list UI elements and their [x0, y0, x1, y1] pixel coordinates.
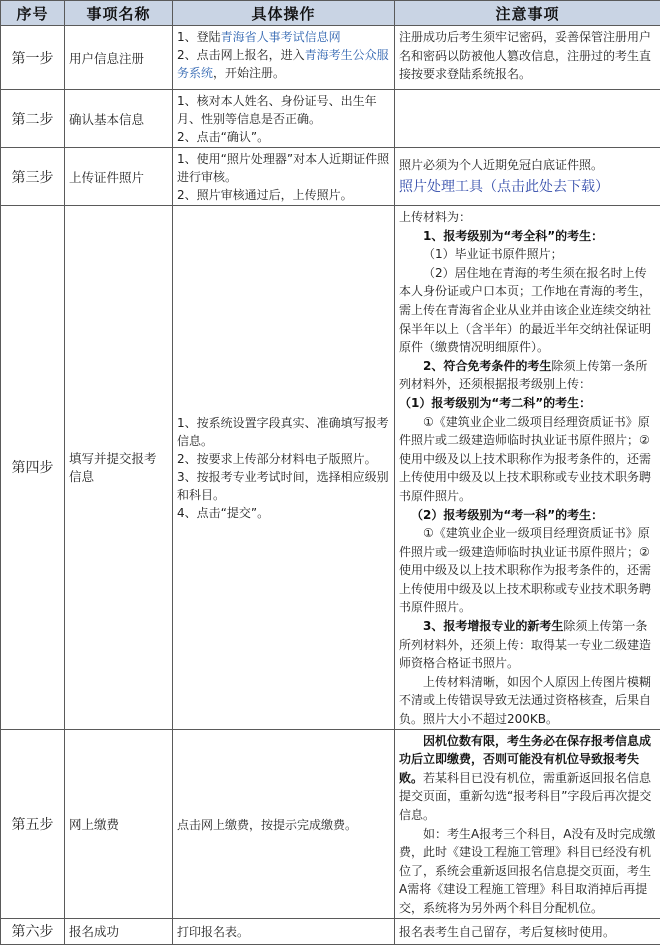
step-notes [395, 148, 660, 206]
step-name: 上传证件照片 [65, 148, 173, 206]
notes-paragraph [399, 617, 656, 673]
notes-example: 如：考生A报考三个科目，A没有及时完成缴费，此时《建设工程施工管理》科目已经没有机位了，系统会重新返回报名信息提交页面，考生A需将《建设工程施工管理》科目取消掉后再提交，系统将为另外两个科目分配机位。 [399, 825, 656, 918]
ops-line: 1、按系统设置字段真实、准确填写报考信息。 [177, 414, 390, 450]
step-notes: 报名表考生自己留存，考后复核时使用。 [395, 918, 660, 944]
notes-heading-text: 2、符合免考条件的考生 [423, 359, 551, 373]
step-name: 用户信息注册 [65, 26, 173, 90]
step-notes [395, 206, 660, 730]
ops-text: 2、点击网上报名，进入 [177, 48, 305, 62]
exam-info-site-link[interactable]: 青海省人事考试信息网 [221, 30, 341, 44]
step-notes: 注册成功后考生须牢记密码，妥善保管注册用户名和密码以防被他人篡改信息，注册过的考生直接按要求登陆系统报名。 [395, 26, 660, 90]
ops-line: 2、点击“确认”。 [177, 128, 390, 146]
notes-heading-text: （1）报考级别为“考二科”的考生： [399, 396, 591, 410]
step-ops [173, 90, 395, 148]
ops-text: 1、登陆 [177, 30, 221, 44]
table-row [1, 206, 660, 730]
notes-warning: 因机位数有限，考生务必在保存报考信息成功后立即缴费，否则可能没有机位导致报考失败。 [399, 734, 651, 785]
table-row [1, 918, 660, 944]
step-ops [173, 26, 395, 90]
notes-item: ①《建筑业企业二级项目经理资质证书》原件照片或二级建造师临时执业证书原件照片；②使用中级及以上技术职称作为报考条件的，还需上传使用中级及以上技术职称或专业技术职务聘书原件照片。 [399, 413, 656, 506]
photo-tool-download-link[interactable]: 照片处理工具（点击此处去下载） [399, 177, 656, 199]
ops-line: 点击网上缴费，按提示完成缴费。 [177, 816, 390, 834]
notes-text: 若某科目已没有机位，需重新返回报名信息提交页面，重新勾选“报考科目”字段后再次提交信息。 [399, 771, 651, 822]
ops-line: 2、按要求上传部分材料电子版照片。 [177, 450, 390, 468]
step-name: 填写并提交报考信息 [65, 206, 173, 730]
notes-intro: 上传材料为： [399, 208, 656, 227]
step-name: 网上缴费 [65, 729, 173, 918]
step-number: 第四步 [1, 206, 65, 730]
notes-heading-text: （2）报考级别为“考一科”的考生： [411, 508, 603, 522]
ops-line: 1、使用“照片处理器”对本人近期证件照进行审核。 [177, 150, 390, 186]
ops-line: 3、按报考专业考试时间，选择相应级别和科目。 [177, 468, 390, 504]
notes-heading [399, 227, 656, 246]
step-ops [173, 918, 395, 944]
ops-line: 2、照片审核通过后，上传照片。 [177, 186, 390, 204]
step-number: 第二步 [1, 90, 65, 148]
notes-heading-text: 3、报考增报专业的新考生 [423, 619, 563, 633]
step-number: 第五步 [1, 729, 65, 918]
candidate-service-system-link[interactable]: 青海考生公众服务系统 [177, 48, 389, 80]
table-row [1, 90, 660, 148]
notes-item: （2）居住地在青海的考生须在报名时上传本人身份证或户口本页；工作地在青海的考生，需上传在青海省企业从业并由该企业连续交纳社保半年以上（含半年）的最近半年交纳社保证明原件（缴费情况明细原件）。 [399, 264, 656, 357]
notes-item: ①《建筑业企业一级项目经理资质证书》原件照片或一级建造师临时执业证书原件照片；②使用中级及以上技术职称作为报考条件的，还需上传使用中级及以上技术职称或专业技术职务聘书原件照片。 [399, 524, 656, 617]
step-number: 第六步 [1, 918, 65, 944]
ops-line: 打印报名表。 [177, 923, 390, 941]
step-ops [173, 206, 395, 730]
notes-text: 除须上传第一条所列材料外，还须根据报考级别上传： [399, 359, 647, 392]
notes-subheading [399, 394, 656, 413]
notes-item: （1）毕业证书原件照片； [399, 245, 656, 264]
notes-footer: 上传材料清晰，如因个人原因上传图片模糊不清或上传错误导致无法通过资格核查，后果自负。照片大小不超过200KB。 [399, 673, 656, 729]
header-row [1, 1, 660, 26]
table-row [1, 148, 660, 206]
step-notes [395, 729, 660, 918]
notes-subheading [399, 506, 656, 525]
notes-heading-text: 1、报考级别为“考全科”的考生： [423, 229, 603, 243]
notes-paragraph [399, 357, 656, 394]
ops-line: 4、点击“提交”。 [177, 504, 390, 522]
header-seq: 序号 [1, 1, 65, 26]
ops-line: 1、核对本人姓名、身份证号、出生年月、性别等信息是否正确。 [177, 92, 390, 128]
table-row [1, 26, 660, 90]
step-notes [395, 90, 660, 148]
header-notes: 注意事项 [395, 1, 660, 26]
step-name: 报名成功 [65, 918, 173, 944]
step-ops [173, 729, 395, 918]
step-number: 第一步 [1, 26, 65, 90]
header-item: 事项名称 [65, 1, 173, 26]
step-ops [173, 148, 395, 206]
notes-text: 照片必须为个人近期免冠白底证件照。 [399, 156, 656, 175]
notes-paragraph [399, 732, 656, 825]
ops-text: ，开始注册。 [213, 66, 285, 80]
header-ops: 具体操作 [173, 1, 395, 26]
step-number: 第三步 [1, 148, 65, 206]
step-name: 确认基本信息 [65, 90, 173, 148]
notes-text: 除须上传第一条所列材料外，还须上传：取得某一专业二级建造师资格合格证书照片。 [399, 619, 651, 670]
table-row [1, 729, 660, 918]
